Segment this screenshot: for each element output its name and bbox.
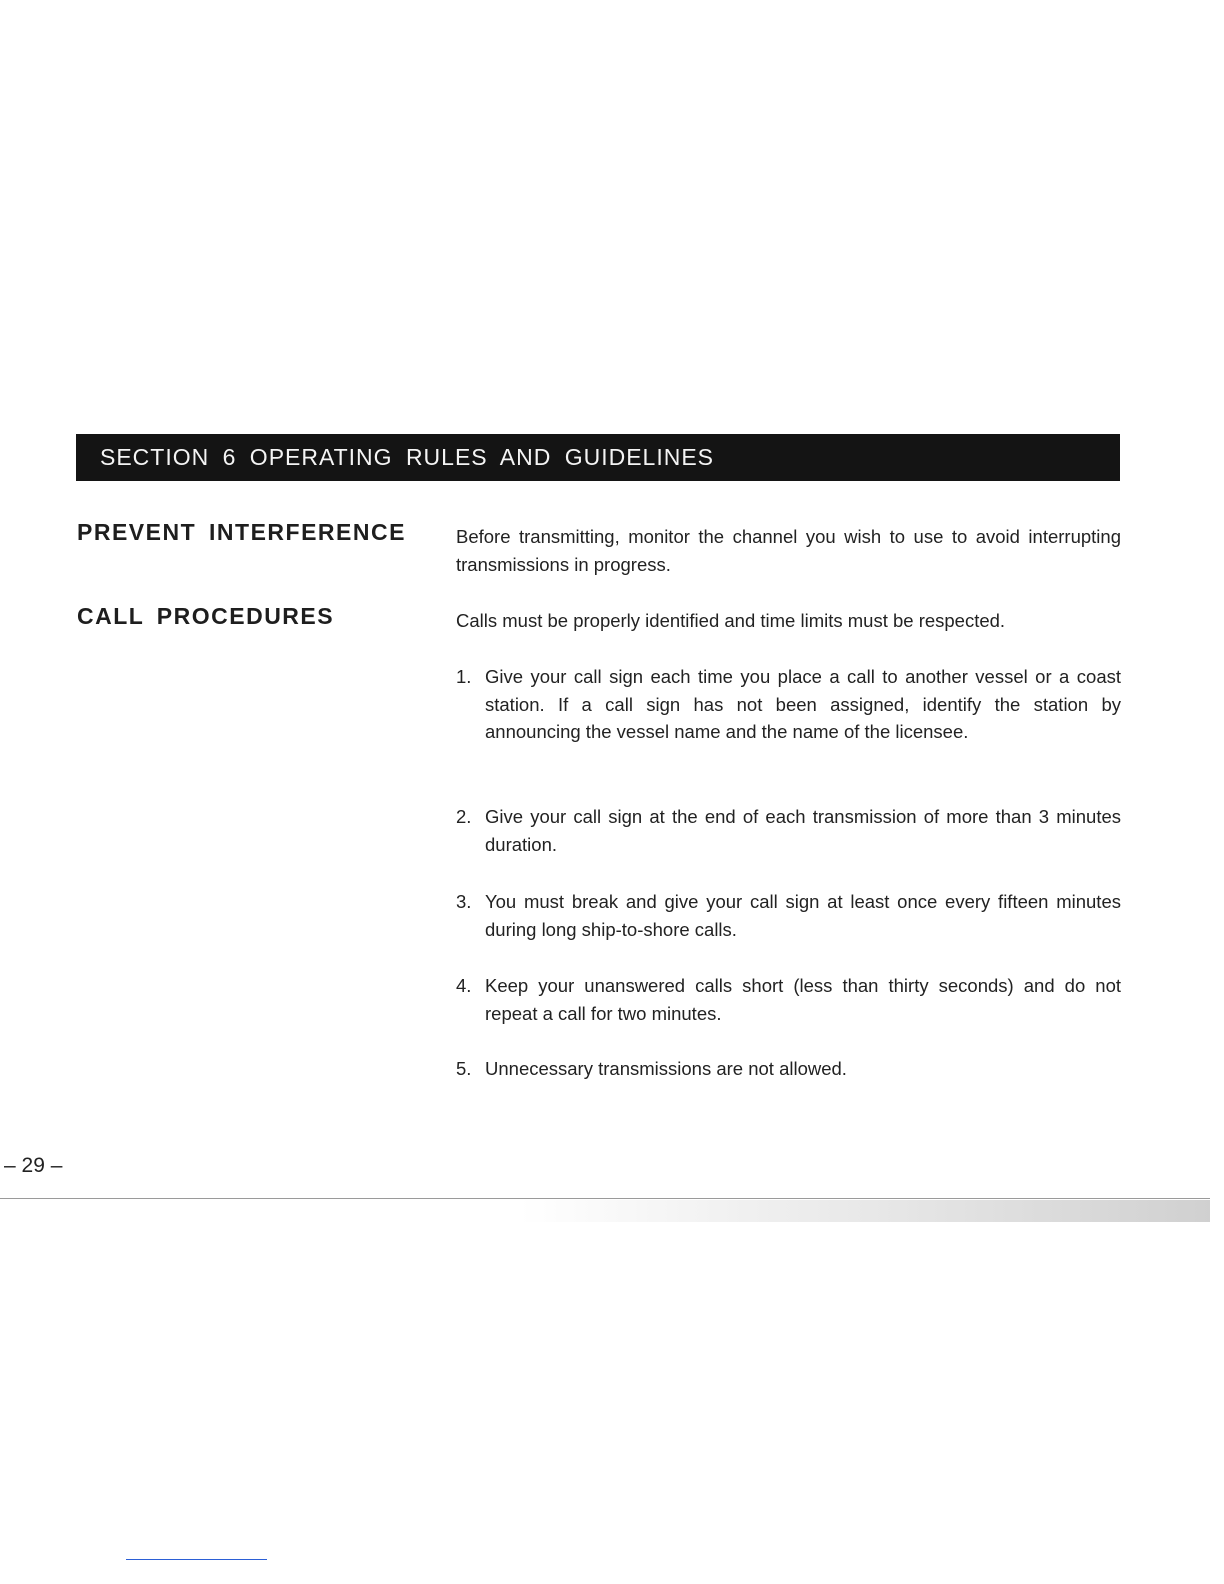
heading-call-procedures: CALL PROCEDURES bbox=[77, 603, 335, 629]
list-item-text: Keep your unanswered calls short (less than thirty seconds) and do not repeat a call for two minutes. bbox=[485, 975, 1121, 1024]
list-item-text: Unnecessary transmissions are not allowed. bbox=[485, 1058, 847, 1079]
list-item bbox=[456, 972, 1121, 1027]
paragraph-prevent-interference: Before transmitting, monitor the channel you wish to use to avoid interrupting transmissions in progress. bbox=[456, 526, 1121, 575]
section-title-banner bbox=[76, 434, 1120, 481]
list-item-number: 2. bbox=[456, 806, 472, 827]
section-title: SECTION 6 OPERATING RULES AND GUIDELINES bbox=[100, 444, 715, 470]
list-item-text: Give your call sign each time you place a call to another vessel or a coast station. If a call sign has not been assigned, identify the station by announcing the vessel name and the name of the licensee. bbox=[485, 666, 1121, 742]
list-item-number: 4. bbox=[456, 975, 472, 996]
list-item bbox=[456, 803, 1121, 858]
list-item bbox=[456, 1055, 1121, 1083]
list-item-text: Give your call sign at the end of each transmission of more than 3 minutes duration. bbox=[485, 806, 1121, 855]
page-edge-divider bbox=[0, 1198, 1210, 1199]
list-item bbox=[456, 663, 1121, 746]
heading-prevent-interference: PREVENT INTERFERENCE bbox=[77, 519, 406, 545]
footer-link-underline bbox=[126, 1559, 267, 1560]
list-item-number: 1. bbox=[456, 666, 472, 687]
list-item-number: 3. bbox=[456, 891, 472, 912]
list-item-number: 5. bbox=[456, 1058, 472, 1079]
list-item-text: You must break and give your call sign at least once every fifteen minutes during long ship-to-shore calls. bbox=[485, 891, 1121, 940]
scan-shadow bbox=[520, 1200, 1210, 1222]
paragraph-call-procedures-intro: Calls must be properly identified and time limits must be respected. bbox=[456, 610, 1006, 631]
page-number: – 29 – bbox=[4, 1154, 63, 1177]
list-item bbox=[456, 888, 1121, 943]
